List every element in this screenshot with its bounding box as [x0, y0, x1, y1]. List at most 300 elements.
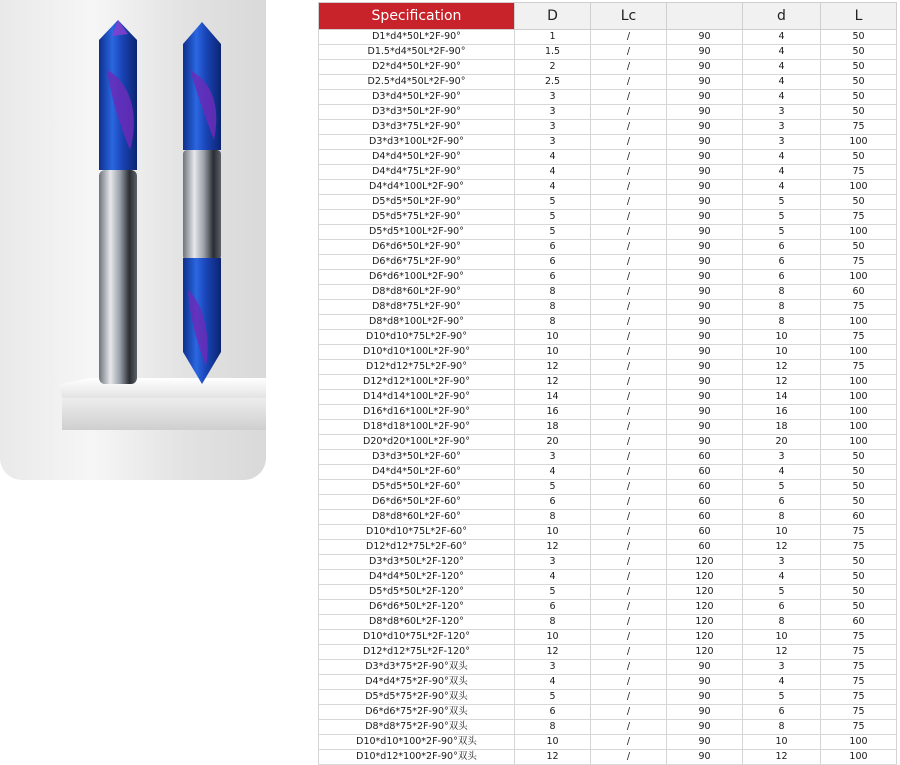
specification-cell: D4*d4*50L*2F-60°	[319, 465, 515, 480]
product-photo-svg	[0, 0, 266, 480]
lc-cell: /	[591, 345, 667, 360]
specification-cell: D1*d4*50L*2F-90°	[319, 30, 515, 45]
d-lower-cell: 14	[743, 390, 821, 405]
angle-cell: 90	[667, 240, 743, 255]
d-lower-cell: 5	[743, 690, 821, 705]
l-cell: 75	[821, 705, 897, 720]
d-upper-cell: 3	[515, 660, 591, 675]
angle-cell: 60	[667, 450, 743, 465]
d-lower-cell: 8	[743, 285, 821, 300]
header-angle	[667, 3, 743, 30]
l-cell: 50	[821, 465, 897, 480]
angle-cell: 90	[667, 300, 743, 315]
d-lower-cell: 5	[743, 480, 821, 495]
d-upper-cell: 5	[515, 585, 591, 600]
l-cell: 100	[821, 345, 897, 360]
shelf-top	[60, 378, 266, 398]
table-row	[319, 750, 897, 765]
table-row	[319, 585, 897, 600]
specification-cell: D10*d10*75L*2F-60°	[319, 525, 515, 540]
specification-cell: D12*d12*75L*2F-60°	[319, 540, 515, 555]
d-upper-cell: 6	[515, 705, 591, 720]
specification-cell: D8*d8*60L*2F-60°	[319, 510, 515, 525]
d-upper-cell: 16	[515, 405, 591, 420]
angle-cell: 90	[667, 105, 743, 120]
lc-cell: /	[591, 585, 667, 600]
lc-cell: /	[591, 315, 667, 330]
table-row	[319, 75, 897, 90]
single-end-chamfer-drill-icon	[99, 20, 137, 384]
specification-cell: D8*d8*75L*2F-90°	[319, 300, 515, 315]
d-lower-cell: 10	[743, 330, 821, 345]
d-upper-cell: 6	[515, 255, 591, 270]
d-lower-cell: 4	[743, 465, 821, 480]
l-cell: 50	[821, 45, 897, 60]
specification-cell: D3*d3*100L*2F-90°	[319, 135, 515, 150]
table-row	[319, 480, 897, 495]
d-lower-cell: 8	[743, 315, 821, 330]
lc-cell: /	[591, 675, 667, 690]
d-upper-cell: 2.5	[515, 75, 591, 90]
d-lower-cell: 3	[743, 105, 821, 120]
l-cell: 75	[821, 540, 897, 555]
d-lower-cell: 12	[743, 540, 821, 555]
l-cell: 50	[821, 600, 897, 615]
table-row	[319, 165, 897, 180]
table-row	[319, 315, 897, 330]
table-row	[319, 540, 897, 555]
d-lower-cell: 4	[743, 165, 821, 180]
d-upper-cell: 3	[515, 135, 591, 150]
lc-cell: /	[591, 720, 667, 735]
table-row	[319, 30, 897, 45]
lc-cell: /	[591, 255, 667, 270]
l-cell: 50	[821, 105, 897, 120]
angle-cell: 120	[667, 645, 743, 660]
d-lower-cell: 20	[743, 435, 821, 450]
specification-cell: D20*d20*100L*2F-90°	[319, 435, 515, 450]
lc-cell: /	[591, 90, 667, 105]
lc-cell: /	[591, 225, 667, 240]
d-lower-cell: 8	[743, 300, 821, 315]
specification-cell: D3*d3*50L*2F-90°	[319, 105, 515, 120]
angle-cell: 90	[667, 735, 743, 750]
angle-cell: 90	[667, 375, 743, 390]
specification-cell: D6*d6*50L*2F-90°	[319, 240, 515, 255]
d-lower-cell: 4	[743, 675, 821, 690]
table-row	[319, 570, 897, 585]
d-upper-cell: 12	[515, 750, 591, 765]
d-upper-cell: 8	[515, 615, 591, 630]
angle-cell: 90	[667, 660, 743, 675]
d-upper-cell: 4	[515, 570, 591, 585]
lc-cell: /	[591, 510, 667, 525]
angle-cell: 90	[667, 360, 743, 375]
l-cell: 75	[821, 300, 897, 315]
table-row	[319, 60, 897, 75]
table-row	[319, 120, 897, 135]
specification-cell: D4*d4*75L*2F-90°	[319, 165, 515, 180]
angle-cell: 60	[667, 480, 743, 495]
specification-cell: D4*d4*50L*2F-120°	[319, 570, 515, 585]
angle-cell: 90	[667, 150, 743, 165]
specification-cell: D3*d3*50L*2F-60°	[319, 450, 515, 465]
lc-cell: /	[591, 270, 667, 285]
l-cell: 100	[821, 405, 897, 420]
angle-cell: 90	[667, 210, 743, 225]
specification-cell: D12*d12*100L*2F-90°	[319, 375, 515, 390]
table-row	[319, 525, 897, 540]
lc-cell: /	[591, 300, 667, 315]
angle-cell: 90	[667, 435, 743, 450]
angle-cell: 120	[667, 615, 743, 630]
lc-cell: /	[591, 75, 667, 90]
l-cell: 100	[821, 735, 897, 750]
table-row	[319, 300, 897, 315]
d-upper-cell: 3	[515, 90, 591, 105]
specification-cell: D16*d16*100L*2F-90°	[319, 405, 515, 420]
specification-cell: D10*d10*100*2F-90°双头	[319, 735, 515, 750]
d-lower-cell: 6	[743, 600, 821, 615]
l-cell: 100	[821, 420, 897, 435]
lc-cell: /	[591, 645, 667, 660]
l-cell: 50	[821, 150, 897, 165]
specification-cell: D6*d6*50L*2F-60°	[319, 495, 515, 510]
lc-cell: /	[591, 615, 667, 630]
l-cell: 100	[821, 750, 897, 765]
d-upper-cell: 5	[515, 690, 591, 705]
d-upper-cell: 6	[515, 600, 591, 615]
l-cell: 100	[821, 135, 897, 150]
l-cell: 75	[821, 630, 897, 645]
l-cell: 75	[821, 645, 897, 660]
specification-cell: D14*d14*100L*2F-90°	[319, 390, 515, 405]
table-row	[319, 450, 897, 465]
d-upper-cell: 12	[515, 360, 591, 375]
d-upper-cell: 8	[515, 510, 591, 525]
table-row	[319, 645, 897, 660]
d-lower-cell: 12	[743, 750, 821, 765]
table-row	[319, 255, 897, 270]
table-row	[319, 495, 897, 510]
d-lower-cell: 4	[743, 570, 821, 585]
d-upper-cell: 10	[515, 525, 591, 540]
lc-cell: /	[591, 285, 667, 300]
angle-cell: 90	[667, 720, 743, 735]
d-upper-cell: 14	[515, 390, 591, 405]
table-row	[319, 555, 897, 570]
d-upper-cell: 4	[515, 465, 591, 480]
lc-cell: /	[591, 435, 667, 450]
d-lower-cell: 4	[743, 75, 821, 90]
angle-cell: 60	[667, 495, 743, 510]
table-row	[319, 225, 897, 240]
l-cell: 100	[821, 270, 897, 285]
d-upper-cell: 2	[515, 60, 591, 75]
table-row	[319, 330, 897, 345]
specification-cell: D2.5*d4*50L*2F-90°	[319, 75, 515, 90]
d-lower-cell: 3	[743, 120, 821, 135]
table-row	[319, 390, 897, 405]
d-upper-cell: 8	[515, 315, 591, 330]
specification-cell: D4*d4*100L*2F-90°	[319, 180, 515, 195]
table-row	[319, 465, 897, 480]
l-cell: 75	[821, 720, 897, 735]
specification-cell: D4*d4*75*2F-90°双头	[319, 675, 515, 690]
table-row	[319, 720, 897, 735]
l-cell: 50	[821, 495, 897, 510]
angle-cell: 90	[667, 420, 743, 435]
angle-cell: 90	[667, 180, 743, 195]
shelf-front	[62, 398, 266, 430]
lc-cell: /	[591, 405, 667, 420]
angle-cell: 90	[667, 750, 743, 765]
angle-cell: 90	[667, 120, 743, 135]
d-upper-cell: 3	[515, 555, 591, 570]
l-cell: 75	[821, 255, 897, 270]
table-row	[319, 285, 897, 300]
d-lower-cell: 18	[743, 420, 821, 435]
specification-cell: D6*d6*75L*2F-90°	[319, 255, 515, 270]
angle-cell: 90	[667, 75, 743, 90]
lc-cell: /	[591, 525, 667, 540]
d-lower-cell: 10	[743, 735, 821, 750]
l-cell: 50	[821, 450, 897, 465]
table-body	[319, 30, 897, 765]
angle-cell: 90	[667, 675, 743, 690]
d-lower-cell: 6	[743, 240, 821, 255]
d-lower-cell: 12	[743, 375, 821, 390]
specification-cell: D5*d5*50L*2F-120°	[319, 585, 515, 600]
d-lower-cell: 10	[743, 345, 821, 360]
d-lower-cell: 6	[743, 705, 821, 720]
d-lower-cell: 16	[743, 405, 821, 420]
d-upper-cell: 6	[515, 270, 591, 285]
angle-cell: 90	[667, 90, 743, 105]
lc-cell: /	[591, 480, 667, 495]
lc-cell: /	[591, 60, 667, 75]
d-lower-cell: 6	[743, 255, 821, 270]
lc-cell: /	[591, 210, 667, 225]
d-lower-cell: 10	[743, 525, 821, 540]
lc-cell: /	[591, 105, 667, 120]
angle-cell: 120	[667, 555, 743, 570]
angle-cell: 90	[667, 345, 743, 360]
lc-cell: /	[591, 450, 667, 465]
l-cell: 50	[821, 570, 897, 585]
d-upper-cell: 10	[515, 630, 591, 645]
table-row	[319, 105, 897, 120]
d-upper-cell: 4	[515, 165, 591, 180]
d-upper-cell: 5	[515, 225, 591, 240]
header-d-upper: D	[515, 3, 591, 30]
d-lower-cell: 4	[743, 60, 821, 75]
table-row	[319, 705, 897, 720]
table-row	[319, 510, 897, 525]
angle-cell: 60	[667, 525, 743, 540]
d-lower-cell: 10	[743, 630, 821, 645]
d-upper-cell: 3	[515, 120, 591, 135]
l-cell: 50	[821, 90, 897, 105]
specification-cell: D10*d10*75L*2F-120°	[319, 630, 515, 645]
angle-cell: 90	[667, 45, 743, 60]
angle-cell: 90	[667, 135, 743, 150]
table-row	[319, 690, 897, 705]
specification-cell: D6*d6*100L*2F-90°	[319, 270, 515, 285]
table-row	[319, 630, 897, 645]
angle-cell: 90	[667, 270, 743, 285]
table-row	[319, 90, 897, 105]
header-d-lower: d	[743, 3, 821, 30]
l-cell: 50	[821, 60, 897, 75]
d-lower-cell: 3	[743, 555, 821, 570]
l-cell: 60	[821, 615, 897, 630]
d-upper-cell: 1.5	[515, 45, 591, 60]
l-cell: 100	[821, 315, 897, 330]
d-upper-cell: 4	[515, 675, 591, 690]
d-lower-cell: 4	[743, 150, 821, 165]
table-row	[319, 345, 897, 360]
specification-cell: D3*d3*75*2F-90°双头	[319, 660, 515, 675]
l-cell: 50	[821, 480, 897, 495]
d-upper-cell: 20	[515, 435, 591, 450]
lc-cell: /	[591, 375, 667, 390]
lc-cell: /	[591, 180, 667, 195]
d-lower-cell: 4	[743, 180, 821, 195]
header-specification: Specification	[319, 3, 515, 30]
double-end-chamfer-drill-icon	[183, 22, 221, 384]
specification-cell: D1.5*d4*50L*2F-90°	[319, 45, 515, 60]
l-cell: 75	[821, 525, 897, 540]
l-cell: 100	[821, 375, 897, 390]
lc-cell: /	[591, 630, 667, 645]
specification-cell: D6*d6*50L*2F-120°	[319, 600, 515, 615]
angle-cell: 120	[667, 585, 743, 600]
d-upper-cell: 18	[515, 420, 591, 435]
d-upper-cell: 6	[515, 240, 591, 255]
lc-cell: /	[591, 705, 667, 720]
l-cell: 75	[821, 690, 897, 705]
l-cell: 75	[821, 210, 897, 225]
l-cell: 50	[821, 195, 897, 210]
lc-cell: /	[591, 570, 667, 585]
angle-cell: 90	[667, 690, 743, 705]
lc-cell: /	[591, 735, 667, 750]
angle-cell: 120	[667, 630, 743, 645]
d-upper-cell: 10	[515, 735, 591, 750]
table-row	[319, 210, 897, 225]
angle-cell: 90	[667, 195, 743, 210]
d-upper-cell: 4	[515, 180, 591, 195]
specification-cell: D5*d5*75L*2F-90°	[319, 210, 515, 225]
table-row	[319, 240, 897, 255]
lc-cell: /	[591, 420, 667, 435]
table-header-row	[319, 3, 897, 30]
d-upper-cell: 8	[515, 720, 591, 735]
d-lower-cell: 5	[743, 225, 821, 240]
specification-cell: D3*d4*50L*2F-90°	[319, 90, 515, 105]
angle-cell: 90	[667, 315, 743, 330]
lc-cell: /	[591, 465, 667, 480]
angle-cell: 90	[667, 255, 743, 270]
angle-cell: 60	[667, 510, 743, 525]
lc-cell: /	[591, 600, 667, 615]
d-upper-cell: 5	[515, 195, 591, 210]
angle-cell: 120	[667, 600, 743, 615]
lc-cell: /	[591, 330, 667, 345]
angle-cell: 90	[667, 60, 743, 75]
d-upper-cell: 4	[515, 150, 591, 165]
d-upper-cell: 10	[515, 345, 591, 360]
d-lower-cell: 8	[743, 615, 821, 630]
specification-cell: D2*d4*50L*2F-90°	[319, 60, 515, 75]
l-cell: 75	[821, 660, 897, 675]
specification-cell: D5*d5*50L*2F-60°	[319, 480, 515, 495]
angle-cell: 90	[667, 405, 743, 420]
angle-cell: 90	[667, 225, 743, 240]
lc-cell: /	[591, 750, 667, 765]
table-row	[319, 135, 897, 150]
lc-cell: /	[591, 690, 667, 705]
l-cell: 50	[821, 555, 897, 570]
d-lower-cell: 12	[743, 360, 821, 375]
specification-cell: D5*d5*50L*2F-90°	[319, 195, 515, 210]
specification-table	[318, 2, 897, 765]
d-lower-cell: 4	[743, 90, 821, 105]
lc-cell: /	[591, 45, 667, 60]
lc-cell: /	[591, 30, 667, 45]
specification-cell: D10*d12*100*2F-90°双头	[319, 750, 515, 765]
table-row	[319, 270, 897, 285]
d-lower-cell: 3	[743, 660, 821, 675]
l-cell: 100	[821, 390, 897, 405]
l-cell: 75	[821, 165, 897, 180]
table-row	[319, 435, 897, 450]
table-row	[319, 360, 897, 375]
table-row	[319, 45, 897, 60]
table-row	[319, 375, 897, 390]
d-lower-cell: 5	[743, 585, 821, 600]
lc-cell: /	[591, 135, 667, 150]
l-cell: 60	[821, 510, 897, 525]
specification-cell: D12*d12*75L*2F-120°	[319, 645, 515, 660]
table-row	[319, 735, 897, 750]
lc-cell: /	[591, 360, 667, 375]
specification-cell: D8*d8*75*2F-90°双头	[319, 720, 515, 735]
table-row	[319, 675, 897, 690]
l-cell: 50	[821, 75, 897, 90]
angle-cell: 90	[667, 285, 743, 300]
lc-cell: /	[591, 555, 667, 570]
angle-cell: 120	[667, 570, 743, 585]
specification-cell: D8*d8*60L*2F-120°	[319, 615, 515, 630]
d-lower-cell: 8	[743, 720, 821, 735]
l-cell: 100	[821, 225, 897, 240]
table-row	[319, 615, 897, 630]
product-photo	[0, 0, 266, 480]
d-upper-cell: 3	[515, 105, 591, 120]
d-upper-cell: 12	[515, 540, 591, 555]
lc-cell: /	[591, 120, 667, 135]
l-cell: 75	[821, 330, 897, 345]
specification-cell: D4*d4*50L*2F-90°	[319, 150, 515, 165]
d-upper-cell: 12	[515, 645, 591, 660]
l-cell: 50	[821, 585, 897, 600]
d-lower-cell: 4	[743, 30, 821, 45]
specification-cell: D10*d10*75L*2F-90°	[319, 330, 515, 345]
lc-cell: /	[591, 150, 667, 165]
specification-cell: D12*d12*75L*2F-90°	[319, 360, 515, 375]
